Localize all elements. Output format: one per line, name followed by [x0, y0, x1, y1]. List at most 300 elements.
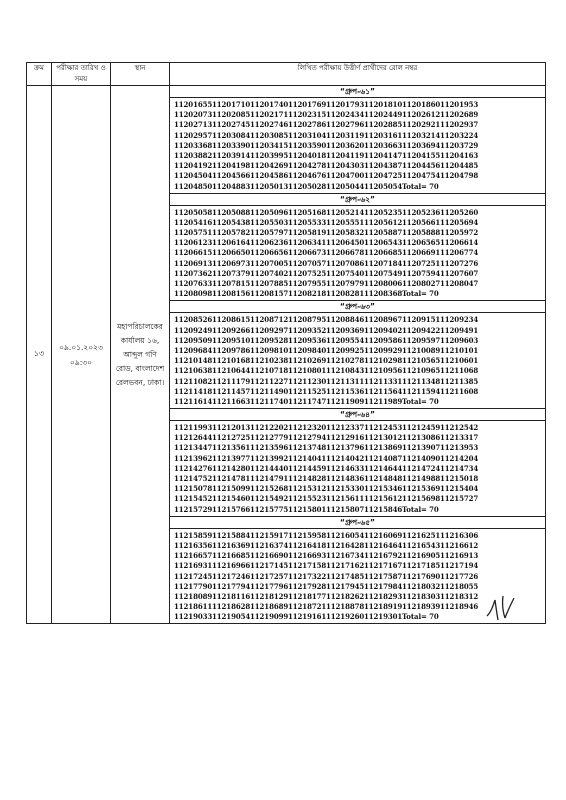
roll-number: 11218312 [440, 591, 479, 601]
roll-number: 11206615 [174, 248, 213, 258]
roll-number: 11203161 [364, 130, 403, 140]
roll-number: 11216464 [364, 540, 403, 550]
roll-line [174, 336, 541, 346]
roll-number: 11205236 [402, 207, 441, 217]
group-total: Total= 70 [402, 612, 439, 622]
roll-number: 11216418 [288, 540, 327, 550]
roll-number: 11213907 [402, 443, 441, 453]
roll-number: 11215346 [364, 484, 403, 494]
roll-number: 11204485 [440, 161, 479, 171]
roll-line [174, 151, 541, 161]
roll-number: 11215452 [174, 494, 213, 504]
roll-number: 11202796 [326, 120, 365, 130]
roll-line [174, 551, 541, 561]
group-total: Total= 70 [402, 181, 439, 191]
header-row [27, 63, 546, 86]
roll-number: 11219033 [174, 612, 213, 622]
roll-number: 11211068 [440, 366, 479, 376]
roll-number: 11214752 [174, 474, 213, 483]
roll-line [174, 182, 541, 192]
roll-number: 11218055 [440, 581, 479, 591]
roll-number: 11211608 [440, 386, 479, 396]
roll-number: 11201710 [212, 100, 251, 109]
roll-number: 11204387 [364, 161, 403, 171]
roll-number: 11214276 [174, 463, 213, 473]
roll-number: 11203368 [174, 140, 213, 150]
roll-number: 11207362 [174, 268, 213, 278]
roll-line [174, 366, 541, 376]
roll-number: 11204456 [402, 161, 441, 171]
roll-number: 11205819 [288, 228, 327, 238]
roll-number: 11214828 [288, 474, 327, 483]
roll-number: 11209603 [440, 335, 479, 345]
roll-number: 11201810 [364, 100, 403, 109]
roll-number: 11214644 [364, 463, 403, 473]
roll-number: 11211227 [250, 376, 289, 386]
roll-number: 11212779 [250, 433, 289, 443]
roll-line [174, 238, 541, 248]
roll-number: 11203914 [212, 150, 251, 160]
roll-number: 11209510 [212, 335, 251, 345]
roll-number: 11209597 [402, 335, 441, 345]
roll-number: 11216931 [174, 561, 213, 571]
roll-number: 11215698 [402, 494, 441, 504]
roll-number: 11204725 [364, 171, 403, 181]
roll-number: 11205096 [250, 207, 289, 217]
roll-number: 11213012 [364, 433, 403, 443]
roll-number: 11202171 [250, 110, 289, 120]
roll-number: 11205168 [288, 207, 327, 217]
roll-number: 11211490 [250, 386, 289, 396]
roll-number: 11208712 [250, 315, 289, 325]
roll-number: 11205088 [212, 207, 251, 217]
roll-number: 11208027 [402, 279, 441, 288]
roll-number: 11205694 [440, 217, 479, 227]
group-title: “গ্রুপ-৬১” [170, 86, 545, 98]
roll-number: 11211536 [326, 386, 365, 396]
roll-line [174, 505, 541, 515]
roll-number: 11205438 [212, 217, 251, 227]
roll-number: 11213992 [250, 453, 289, 463]
roll-number: 11209352 [288, 325, 327, 335]
roll-number: 11206164 [212, 238, 251, 248]
roll-number: 11203084 [212, 130, 251, 140]
roll-number: 11207607 [440, 268, 479, 278]
roll-number: 11202885 [364, 120, 403, 130]
roll-number: 11212725 [212, 433, 251, 443]
roll-number: 11205832 [326, 228, 365, 238]
roll-line [174, 279, 541, 289]
roll-number: 11205214 [326, 207, 365, 217]
roll-number: 11208098 [174, 289, 213, 299]
roll-number: 11210644 [212, 366, 251, 376]
roll-number: 11204850 [174, 181, 213, 191]
roll-number: 11205887 [364, 228, 403, 238]
roll-number: 11207057 [288, 258, 327, 268]
roll-number: 11203390 [212, 140, 251, 150]
roll-number: 11215330 [326, 484, 365, 494]
roll-number: 11203224 [440, 130, 479, 140]
roll-number: 11214781 [212, 474, 251, 483]
group-title: “গ্রুপ-৬৫” [170, 517, 545, 529]
roll-number: 11205972 [440, 228, 479, 238]
roll-number: 11206973 [212, 258, 251, 268]
roll-number: 11213796 [326, 443, 365, 453]
roll-number: 11208615 [212, 315, 251, 325]
roll-number: 11217322 [288, 571, 327, 581]
roll-number: 11217145 [250, 561, 289, 571]
roll-number: 11218628 [212, 602, 251, 612]
place-cell [111, 86, 170, 624]
roll-line [174, 561, 541, 571]
roll-number: 11213596 [250, 443, 289, 453]
roll-number: 11214836 [326, 474, 365, 483]
roll-number: 11216543 [402, 540, 441, 550]
roll-number: 11216657 [174, 551, 213, 561]
roll-number: 11207086 [326, 258, 365, 268]
roll-number: 11205044 [326, 181, 365, 191]
roll-line [174, 494, 541, 504]
roll-number: 11217794 [212, 581, 251, 591]
roll-number: 11210238 [250, 356, 289, 366]
roll-number: 11203882 [174, 150, 213, 160]
roll-number: 11202745 [212, 120, 251, 130]
roll-number: 11215775 [250, 504, 289, 514]
roll-line [174, 572, 541, 582]
roll-number: 11215801 [288, 504, 327, 514]
roll-line [174, 218, 541, 228]
roll-number: 11206650 [212, 248, 251, 258]
roll-number: 11211594 [402, 386, 441, 396]
roll-number: 11205054 [364, 181, 403, 191]
results-table [26, 62, 546, 624]
roll-number: 11207251 [402, 258, 441, 268]
roll-line [174, 397, 541, 407]
roll-number: 11204278 [288, 161, 327, 171]
roll-number: 11214041 [288, 453, 327, 463]
roll-number: 11212794 [288, 433, 327, 443]
serial-cell [27, 86, 52, 624]
roll-number: 11217928 [288, 581, 327, 591]
roll-number: 11210565 [402, 356, 441, 366]
roll-number: 11202937 [440, 120, 479, 130]
roll-number: 11216428 [326, 540, 365, 550]
roll-number: 11216069 [364, 530, 403, 540]
roll-number: 11216369 [212, 540, 251, 550]
roll-number: 11214440 [250, 463, 289, 473]
roll-number: 11218262 [326, 591, 365, 601]
roll-number: 11207184 [364, 258, 403, 268]
roll-number: 11204147 [364, 150, 403, 160]
roll-number: 11210148 [174, 356, 213, 366]
roll-number: 11216612 [440, 540, 479, 550]
roll-number: 11211989 [364, 396, 403, 406]
roll-number: 11205661 [402, 217, 441, 227]
roll-number: 11211082 [174, 376, 213, 386]
roll-number: 11217984 [364, 581, 403, 591]
roll-line [174, 326, 541, 336]
roll-number: 11215917 [250, 530, 289, 540]
roll-number: 11208047 [440, 279, 479, 288]
roll-number: 11206543 [364, 238, 403, 248]
roll-number: 11217162 [326, 561, 365, 571]
roll-number: 11211418 [174, 386, 213, 396]
roll-number: 11215268 [250, 484, 289, 494]
roll-number: 11207815 [212, 279, 251, 288]
roll-number: 11203620 [326, 140, 365, 150]
roll-number: 11207955 [288, 279, 327, 288]
roll-number: 11210843 [326, 366, 365, 376]
roll-number: 11209586 [364, 335, 403, 345]
roll-number: 11211385 [440, 376, 479, 386]
roll-number: 11211331 [364, 376, 403, 386]
roll-number: 11202449 [364, 110, 403, 120]
roll-line [174, 531, 541, 541]
roll-number: 11203119 [326, 130, 365, 140]
roll-number: 11208157 [250, 289, 289, 299]
roll-number: 11204586 [250, 171, 289, 181]
roll-number: 11216905 [402, 551, 441, 561]
roll-number: 11215846 [364, 504, 403, 514]
roll-number: 11205503 [250, 217, 289, 227]
roll-number: 11204269 [250, 161, 289, 171]
roll-number: 11203729 [440, 140, 479, 150]
roll-number: 11214848 [364, 474, 403, 483]
roll-number: 11201740 [250, 100, 289, 109]
roll-number: 11209234 [440, 315, 479, 325]
roll-number: 11204119 [326, 150, 365, 160]
roll-number: 11209297 [250, 325, 289, 335]
roll-number: 11207540 [326, 268, 365, 278]
roll-number: 11206673 [288, 248, 327, 258]
roll-number: 11212202 [250, 423, 289, 433]
roll-number: 11209422 [402, 325, 441, 335]
roll-number: 11211564 [364, 386, 403, 396]
roll-line [174, 315, 541, 325]
roll-number: 11215018 [440, 474, 479, 483]
group-title: “গ্রুপ-৬৪” [170, 409, 545, 421]
roll-number: 11209369 [326, 325, 365, 335]
roll-number: 11204798 [440, 171, 479, 181]
roll-number: 11216966 [212, 561, 251, 571]
roll-number: 11214459 [288, 463, 327, 473]
roll-lines [170, 313, 545, 408]
roll-number: 11209249 [174, 325, 213, 335]
roll-number: 11202073 [174, 110, 213, 120]
roll-lines [170, 98, 545, 193]
roll-number: 11219099 [250, 612, 289, 622]
roll-number: 11217158 [288, 561, 327, 571]
roll-number: 11210801 [288, 366, 327, 376]
roll-number: 11214734 [440, 463, 479, 473]
roll-line [174, 248, 541, 258]
roll-number: 11206774 [440, 248, 479, 258]
roll-number: 11215492 [250, 494, 289, 504]
roll-line [174, 464, 541, 474]
roll-number: 11209402 [364, 325, 403, 335]
roll-number: 11214042 [326, 453, 365, 463]
roll-number: 11205551 [326, 217, 365, 227]
roll-number: 11202434 [326, 110, 365, 120]
roll-number: 11212542 [440, 423, 479, 433]
roll-number: 11214280 [212, 463, 251, 473]
roll-line [174, 346, 541, 356]
roll-number: 11215884 [212, 530, 251, 540]
roll-line [174, 377, 541, 387]
roll-line [174, 474, 541, 484]
roll-number: 11204566 [212, 171, 251, 181]
roll-number: 11201953 [440, 100, 479, 109]
roll-number: 11203995 [250, 150, 289, 160]
roll-number: 11211525 [288, 386, 327, 396]
roll-number: 11204676 [288, 171, 327, 181]
roll-number: 11218177 [288, 591, 327, 601]
exam-venue: মহাপরিচালকের কার্যালয় ১৬, আব্দুল গণি রোড, বাংলাদেশ রেলভবন, ঢাকা। [115, 321, 165, 387]
roll-number: 11208368 [364, 289, 403, 299]
exam-row [27, 86, 546, 624]
header-roll-numbers: লিখিত পরীক্ষায় উত্তীর্ণ প্রার্থীদের রোল নম্বর [170, 63, 546, 86]
roll-number: 11218919 [364, 602, 403, 612]
roll-number: 11217485 [326, 571, 365, 581]
date-time-cell [52, 86, 111, 624]
roll-number: 11202689 [440, 110, 479, 120]
roll-number: 11201655 [174, 100, 213, 109]
roll-number: 11215859 [174, 530, 213, 540]
roll-number: 11216693 [288, 551, 327, 561]
roll-number: 11205260 [440, 207, 479, 217]
roll-number: 11206678 [326, 248, 365, 258]
roll-number: 11214988 [402, 474, 441, 483]
roll-number: 11204504 [174, 171, 213, 181]
roll-number: 11211348 [402, 376, 441, 386]
roll-number: 11204303 [326, 161, 365, 171]
roll-lines [170, 206, 545, 301]
roll-number: 11207525 [288, 268, 327, 278]
header-serial: ক্রম [27, 63, 52, 86]
roll-number: 11203663 [364, 140, 403, 150]
roll-number: 11202786 [288, 120, 327, 130]
roll-number: 11211614 [174, 396, 213, 406]
roll-number: 11207379 [212, 268, 251, 278]
roll-number: 11219260 [326, 612, 365, 622]
roll-number: 11206236 [250, 238, 289, 248]
exam-date: ০৯.০১.২০২৩ [59, 342, 103, 352]
roll-number: 11218089 [174, 591, 213, 601]
roll-number: 11204754 [402, 171, 441, 181]
roll-number: 11204018 [288, 150, 327, 160]
roll-number: 11202085 [212, 110, 251, 120]
roll-number: 11202315 [288, 110, 327, 120]
roll-number: 11206450 [326, 238, 365, 248]
roll-number: 11216306 [440, 530, 479, 540]
roll-number: 11204155 [402, 150, 441, 160]
roll-number: 11212916 [326, 433, 365, 443]
roll-number: 11207885 [250, 279, 289, 288]
roll-line [174, 208, 541, 218]
roll-group [170, 194, 545, 302]
exam-time: ০৯:৩০ [69, 357, 93, 367]
roll-number: 11216685 [212, 551, 251, 561]
roll-number: 11203104 [288, 130, 327, 140]
roll-number: 11218293 [364, 591, 403, 601]
roll-number: 11202713 [174, 120, 213, 130]
roll-number: 11205028 [288, 181, 327, 191]
group-total: Total= 70 [402, 396, 439, 406]
roll-number: 11217167 [364, 561, 403, 571]
roll-number: 11215312 [288, 484, 327, 494]
header-place: স্থান [111, 63, 170, 86]
roll-number: 11201860 [402, 100, 441, 109]
roll-number: 11215766 [212, 504, 251, 514]
roll-number: 11210601 [440, 356, 479, 366]
group-total: Total= 70 [402, 289, 439, 299]
roll-line [174, 161, 541, 171]
roll-line [174, 171, 541, 181]
roll-number: 11203415 [250, 140, 289, 150]
header-date-time: পরীক্ষার তারিখ ও সময় [52, 63, 111, 86]
roll-number: 11210168 [212, 356, 251, 366]
roll-number: 11204198 [212, 161, 251, 171]
roll-number: 11215460 [212, 494, 251, 504]
roll-number: 11205533 [288, 217, 327, 227]
roll-number: 11215099 [212, 484, 251, 494]
roll-number: 11210269 [288, 356, 327, 366]
roll-number: 11217690 [402, 571, 441, 581]
roll-number: 11207633 [174, 279, 213, 288]
roll-number: 11213962 [174, 453, 213, 463]
roll-number: 11202746 [250, 120, 289, 130]
roll-number: 11203214 [402, 130, 441, 140]
roll-number: 11211663 [212, 396, 251, 406]
roll-number: 11206341 [288, 238, 327, 248]
roll-number: 11213953 [440, 443, 479, 453]
roll-number: 11211457 [212, 386, 251, 396]
roll-number: 11205751 [174, 228, 213, 238]
roll-number: 11212459 [402, 423, 441, 433]
roll-number: 11201793 [326, 100, 365, 109]
roll-number: 11214204 [440, 453, 479, 463]
roll-number: 11209786 [212, 345, 251, 355]
roll-group [170, 86, 545, 194]
roll-number: 11217945 [326, 581, 365, 591]
roll-number: 11214633 [326, 463, 365, 473]
roll-number: 11215404 [440, 484, 479, 494]
roll-number: 11218878 [326, 602, 365, 612]
roll-number: 11211747 [288, 396, 327, 406]
roll-number: 11209840 [288, 345, 327, 355]
roll-number: 11218032 [402, 581, 441, 591]
roll-number: 11208526 [174, 315, 213, 325]
roll-number: 11215612 [364, 494, 403, 504]
roll-number: 11215611 [326, 494, 365, 504]
group-list [170, 86, 545, 623]
roll-number: 11209491 [440, 325, 479, 335]
roll-number: 11208156 [212, 289, 251, 299]
roll-number: 11206691 [402, 248, 441, 258]
roll-number: 11205797 [250, 228, 289, 238]
roll-line [174, 433, 541, 443]
roll-number: 11202957 [174, 130, 213, 140]
roll-line [174, 228, 541, 238]
roll-number: 11209528 [250, 335, 289, 345]
roll-number: 11206913 [174, 258, 213, 268]
roll-number: 11202612 [402, 110, 441, 120]
roll-number: 11213977 [212, 453, 251, 463]
roll-number: 11210089 [402, 345, 441, 355]
roll-number: 11209266 [212, 325, 251, 335]
roll-number: 11213748 [288, 443, 327, 453]
roll-number: 11217796 [250, 581, 289, 591]
